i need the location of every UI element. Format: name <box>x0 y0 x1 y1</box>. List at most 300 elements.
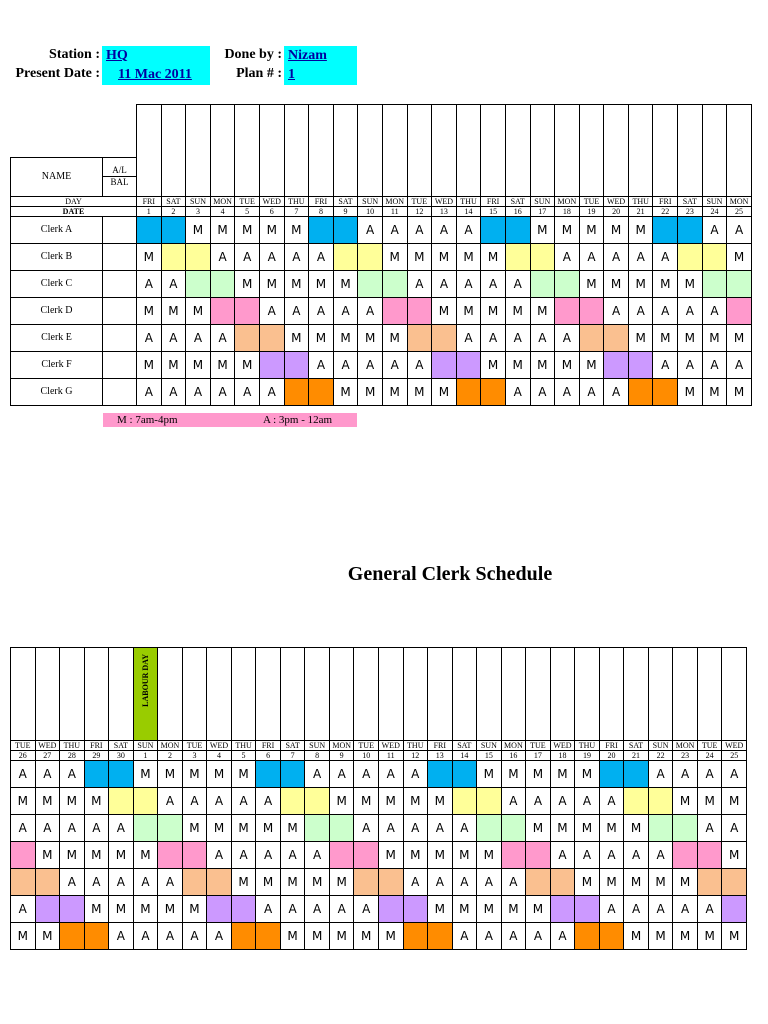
blank-header-cell <box>210 157 235 196</box>
day-header: FRI <box>137 196 162 206</box>
shift-cell: M <box>60 788 85 815</box>
blank-header-cell <box>579 157 604 196</box>
day-header: TUE <box>579 196 604 206</box>
date-header: 16 <box>501 751 526 761</box>
shift-cell: M <box>579 270 604 297</box>
shift-cell <box>452 761 477 788</box>
shift-cell: A <box>133 869 158 896</box>
day-header: FRI <box>84 741 109 751</box>
date-header: 16 <box>505 206 530 216</box>
blank-header-cell <box>628 105 653 158</box>
shift-cell: M <box>280 815 305 842</box>
blank-header-cell <box>309 105 334 158</box>
table-row <box>11 923 747 950</box>
shift-cell: A <box>186 378 211 405</box>
shift-cell: M <box>333 270 358 297</box>
day-header: SUN <box>648 741 673 751</box>
shift-cell: M <box>599 815 624 842</box>
present-date-value: 11 Mac 2011 <box>102 65 210 85</box>
day-header: SUN <box>702 196 727 206</box>
shift-cell: M <box>137 243 162 270</box>
shift-cell: M <box>158 896 183 923</box>
shift-cell: M <box>624 869 649 896</box>
shift-cell: A <box>161 270 186 297</box>
plan-value: 1 <box>284 65 357 85</box>
shift-cell <box>84 923 109 950</box>
blank-header-cell <box>305 648 330 741</box>
blank-header-cell <box>35 648 60 741</box>
table-row <box>11 324 752 351</box>
blank-header-cell <box>628 157 653 196</box>
shift-cell <box>456 351 481 378</box>
shift-cell: A <box>599 842 624 869</box>
shift-cell: A <box>604 378 629 405</box>
blank-header-cell <box>235 105 260 158</box>
table-row <box>11 761 747 788</box>
shift-cell: A <box>210 243 235 270</box>
schedule-table-1 <box>10 104 752 406</box>
blank-header-cell <box>432 105 457 158</box>
date-header: 12 <box>403 751 428 761</box>
shift-cell <box>354 842 379 869</box>
shift-cell: A <box>11 761 36 788</box>
shift-cell: M <box>133 896 158 923</box>
shift-cell <box>722 896 747 923</box>
blank-header-cell <box>403 648 428 741</box>
day-header: MON <box>210 196 235 206</box>
day-header: SAT <box>624 741 649 751</box>
shift-cell: M <box>678 378 703 405</box>
shift-cell: A <box>284 243 309 270</box>
date-header: 25 <box>722 751 747 761</box>
shift-cell: A <box>11 815 36 842</box>
shift-cell: A <box>309 243 334 270</box>
shift-cell <box>628 351 653 378</box>
shift-cell: A <box>256 788 281 815</box>
shift-cell: A <box>653 297 678 324</box>
day-header: FRI <box>428 741 453 751</box>
blank-header-cell <box>309 157 334 196</box>
shift-cell: M <box>575 761 600 788</box>
shift-cell: A <box>329 896 354 923</box>
date-header: 18 <box>550 751 575 761</box>
shift-cell: A <box>309 297 334 324</box>
shift-cell: A <box>35 815 60 842</box>
shift-cell <box>186 270 211 297</box>
blank-header-cell <box>530 105 555 158</box>
shift-cell: A <box>501 869 526 896</box>
shift-cell: A <box>333 297 358 324</box>
day-header: THU <box>60 741 85 751</box>
shift-cell: M <box>235 270 260 297</box>
blank-header-cell <box>382 157 407 196</box>
day-header: THU <box>575 741 600 751</box>
shift-cell: A <box>407 351 432 378</box>
shift-cell: M <box>526 896 551 923</box>
shift-cell <box>653 378 678 405</box>
present-date-label: Present Date : <box>15 66 100 81</box>
table-row <box>11 842 747 869</box>
shift-cell: A <box>207 923 232 950</box>
bal-header: BAL <box>110 177 129 187</box>
date-header: 22 <box>648 751 673 761</box>
shift-cell: A <box>207 842 232 869</box>
blank-header-cell <box>555 105 580 158</box>
shift-cell: A <box>526 788 551 815</box>
shift-cell <box>280 788 305 815</box>
shift-cell <box>702 270 727 297</box>
date-header: 9 <box>333 206 358 216</box>
shift-cell <box>329 842 354 869</box>
shift-cell: M <box>407 378 432 405</box>
shift-cell: A <box>403 815 428 842</box>
blank-header-cell <box>477 648 502 741</box>
day-header: SAT <box>678 196 703 206</box>
day-header: SAT <box>333 196 358 206</box>
shift-cell: M <box>628 216 653 243</box>
blank-header-cell <box>727 157 752 196</box>
day-header: SAT <box>280 741 305 751</box>
shift-cell <box>133 788 158 815</box>
date-header: 8 <box>309 206 334 216</box>
day-header: FRI <box>653 196 678 206</box>
shift-cell: A <box>505 378 530 405</box>
day-header: WED <box>432 196 457 206</box>
shift-cell <box>182 842 207 869</box>
shift-cell: M <box>382 243 407 270</box>
blank-header-cell <box>358 157 383 196</box>
blank-header-cell <box>481 105 506 158</box>
shift-cell <box>550 869 575 896</box>
shift-cell: M <box>333 324 358 351</box>
shift-cell: M <box>550 761 575 788</box>
shift-cell: A <box>456 270 481 297</box>
shift-cell <box>599 761 624 788</box>
shift-cell: M <box>84 896 109 923</box>
shift-cell: M <box>333 378 358 405</box>
shift-cell <box>697 842 722 869</box>
day-header: MON <box>673 741 698 751</box>
shift-cell: M <box>653 324 678 351</box>
shift-cell: M <box>624 923 649 950</box>
blank-header-cell <box>137 157 162 196</box>
blank-header-cell <box>579 105 604 158</box>
date-header: 5 <box>231 751 256 761</box>
shift-cell: A <box>428 815 453 842</box>
shift-cell: A <box>579 243 604 270</box>
shift-cell: A <box>530 378 555 405</box>
page-title: General Clerk Schedule <box>347 563 553 585</box>
shift-cell: M <box>403 788 428 815</box>
shift-cell: A <box>60 869 85 896</box>
shift-cell <box>137 216 162 243</box>
shift-cell: M <box>628 324 653 351</box>
shift-cell: A <box>133 923 158 950</box>
shift-cell: M <box>481 297 506 324</box>
shift-cell <box>403 923 428 950</box>
shift-cell: A <box>161 324 186 351</box>
shift-cell: A <box>678 297 703 324</box>
shift-cell: A <box>403 761 428 788</box>
date-header: 24 <box>697 751 722 761</box>
shift-cell: M <box>133 842 158 869</box>
shift-cell: M <box>505 351 530 378</box>
shift-cell <box>477 788 502 815</box>
shift-cell: A <box>280 896 305 923</box>
day-header: SUN <box>358 196 383 206</box>
day-header: THU <box>628 196 653 206</box>
shift-cell: A <box>604 243 629 270</box>
blank-header-cell <box>186 105 211 158</box>
blank-header-cell <box>599 648 624 741</box>
shift-cell <box>256 761 281 788</box>
date-header: 13 <box>428 751 453 761</box>
blank-header-cell <box>207 648 232 741</box>
shift-cell: M <box>673 788 698 815</box>
day-header: THU <box>284 196 309 206</box>
day-header: MON <box>382 196 407 206</box>
shift-cell: A <box>231 788 256 815</box>
shift-cell: M <box>284 216 309 243</box>
shift-cell <box>407 324 432 351</box>
shift-cell: A <box>624 842 649 869</box>
shift-cell: M <box>604 270 629 297</box>
blank-header-cell <box>604 157 629 196</box>
shift-cell: M <box>231 815 256 842</box>
al-bal-cell <box>103 216 137 243</box>
date-header: 7 <box>280 751 305 761</box>
shift-cell <box>84 761 109 788</box>
shift-cell: M <box>382 378 407 405</box>
day-header: SUN <box>477 741 502 751</box>
shift-cell <box>284 378 309 405</box>
shift-cell: M <box>161 297 186 324</box>
blank-header-cell <box>604 105 629 158</box>
date-header: 27 <box>35 751 60 761</box>
shift-cell: A <box>555 378 580 405</box>
date-header: 9 <box>329 751 354 761</box>
shift-cell: A <box>477 923 502 950</box>
blank-header-cell <box>259 157 284 196</box>
day-header: SUN <box>530 196 555 206</box>
shift-cell <box>456 378 481 405</box>
schedule-table-2 <box>10 647 747 950</box>
shift-cell: A <box>428 869 453 896</box>
shift-cell: A <box>329 761 354 788</box>
shift-cell: M <box>137 351 162 378</box>
day-header: TUE <box>354 741 379 751</box>
shift-cell: M <box>526 815 551 842</box>
date-header: 30 <box>109 751 134 761</box>
shift-cell <box>382 297 407 324</box>
table-row <box>11 815 747 842</box>
shift-cell: M <box>210 351 235 378</box>
date-header: 13 <box>432 206 457 216</box>
al-bal-cell <box>103 297 137 324</box>
shift-cell: A <box>305 842 330 869</box>
done-by-label: Done by : <box>224 47 282 62</box>
blank-header-cell <box>505 105 530 158</box>
shift-cell: A <box>354 761 379 788</box>
shift-cell <box>501 842 526 869</box>
clerk-name: Clerk B <box>11 243 103 270</box>
date-header: 26 <box>11 751 36 761</box>
blank-header-cell <box>697 648 722 741</box>
shift-cell <box>505 243 530 270</box>
day-header: MON <box>727 196 752 206</box>
shift-cell: A <box>235 243 260 270</box>
shift-cell: A <box>599 788 624 815</box>
shift-cell: M <box>727 324 752 351</box>
shift-cell: A <box>702 216 727 243</box>
shift-cell: A <box>231 842 256 869</box>
day-header: THU <box>456 196 481 206</box>
shift-cell: A <box>354 815 379 842</box>
day-header: FRI <box>599 741 624 751</box>
shift-cell: A <box>575 788 600 815</box>
shift-cell: A <box>210 324 235 351</box>
shift-cell: A <box>653 243 678 270</box>
shift-cell <box>256 923 281 950</box>
blank-header-cell <box>235 157 260 196</box>
day-header: FRI <box>309 196 334 206</box>
shift-cell: M <box>722 842 747 869</box>
date-header: 12 <box>407 206 432 216</box>
blank-header-cell <box>678 105 703 158</box>
shift-cell: A <box>11 896 36 923</box>
shift-cell: M <box>382 324 407 351</box>
shift-cell: A <box>256 896 281 923</box>
date-header: 8 <box>305 751 330 761</box>
shift-cell: M <box>231 869 256 896</box>
blank-header-cell <box>673 648 698 741</box>
day-header: WED <box>550 741 575 751</box>
al-bal-cell <box>103 378 137 405</box>
shift-cell <box>624 788 649 815</box>
shift-cell: A <box>109 815 134 842</box>
blank-header-cell <box>530 157 555 196</box>
day-header: SUN <box>133 741 158 751</box>
shift-cell: M <box>697 923 722 950</box>
blank-header-cell <box>382 105 407 158</box>
shift-cell: M <box>722 788 747 815</box>
plan-label: Plan # : <box>236 66 282 81</box>
shift-cell <box>378 896 403 923</box>
station-value: HQ <box>102 46 210 66</box>
blank-header-cell <box>11 648 36 741</box>
shift-cell: M <box>259 270 284 297</box>
blank-header-cell <box>231 648 256 741</box>
date-label: DATE <box>11 206 137 216</box>
shift-cell: A <box>432 270 457 297</box>
blank-header-cell <box>456 157 481 196</box>
date-header: 14 <box>452 751 477 761</box>
shift-cell: M <box>477 842 502 869</box>
shift-cell <box>109 788 134 815</box>
shift-cell <box>501 815 526 842</box>
blank-header-cell <box>526 648 551 741</box>
shift-cell: A <box>452 869 477 896</box>
shift-cell: M <box>354 923 379 950</box>
shift-cell <box>259 324 284 351</box>
date-header: 1 <box>137 206 162 216</box>
shift-cell <box>305 788 330 815</box>
blank-header-cell <box>161 157 186 196</box>
shift-cell: M <box>329 869 354 896</box>
shift-cell <box>628 378 653 405</box>
shift-cell: M <box>378 923 403 950</box>
date-header: 15 <box>477 751 502 761</box>
shift-cell <box>526 869 551 896</box>
shift-cell <box>333 243 358 270</box>
blank-header-cell <box>648 648 673 741</box>
shift-cell: M <box>256 815 281 842</box>
shift-cell <box>11 842 36 869</box>
shift-cell <box>648 788 673 815</box>
shift-cell <box>182 869 207 896</box>
shift-cell: M <box>428 842 453 869</box>
shift-cell <box>555 297 580 324</box>
date-header: 24 <box>702 206 727 216</box>
shift-cell: A <box>530 324 555 351</box>
shift-cell: M <box>231 761 256 788</box>
shift-cell: M <box>207 815 232 842</box>
shift-cell: M <box>530 297 555 324</box>
day-header: WED <box>378 741 403 751</box>
blank-header-cell <box>407 105 432 158</box>
shift-cell: M <box>428 896 453 923</box>
shift-cell: M <box>481 243 506 270</box>
blank-header-cell <box>259 105 284 158</box>
shift-cell: M <box>653 270 678 297</box>
shift-cell: M <box>432 243 457 270</box>
shift-cell: A <box>259 243 284 270</box>
shift-cell: A <box>382 216 407 243</box>
shift-cell: A <box>628 243 653 270</box>
blank-header-cell <box>702 157 727 196</box>
shift-cell: M <box>109 896 134 923</box>
day-header: SAT <box>505 196 530 206</box>
shift-cell: A <box>526 923 551 950</box>
shift-cell: M <box>477 896 502 923</box>
day-header: WED <box>722 741 747 751</box>
shift-cell: A <box>284 297 309 324</box>
shift-cell <box>235 324 260 351</box>
date-header: 20 <box>604 206 629 216</box>
shift-cell: M <box>358 378 383 405</box>
date-header: 20 <box>599 751 624 761</box>
blank-header-cell <box>653 157 678 196</box>
shift-cell: A <box>182 788 207 815</box>
blank-header-cell <box>428 648 453 741</box>
shift-cell <box>207 869 232 896</box>
shift-cell: M <box>84 842 109 869</box>
shift-cell: A <box>309 351 334 378</box>
shift-cell: A <box>477 869 502 896</box>
shift-cell: M <box>530 216 555 243</box>
blank-header-cell <box>555 157 580 196</box>
day-label: DAY <box>11 196 137 206</box>
shift-cell <box>550 896 575 923</box>
date-header: 5 <box>235 206 260 216</box>
shift-cell: M <box>481 351 506 378</box>
shift-cell: A <box>235 378 260 405</box>
shift-cell: A <box>678 351 703 378</box>
day-header: TUE <box>407 196 432 206</box>
shift-cell <box>158 842 183 869</box>
blank-header-cell <box>702 105 727 158</box>
shift-cell <box>329 815 354 842</box>
